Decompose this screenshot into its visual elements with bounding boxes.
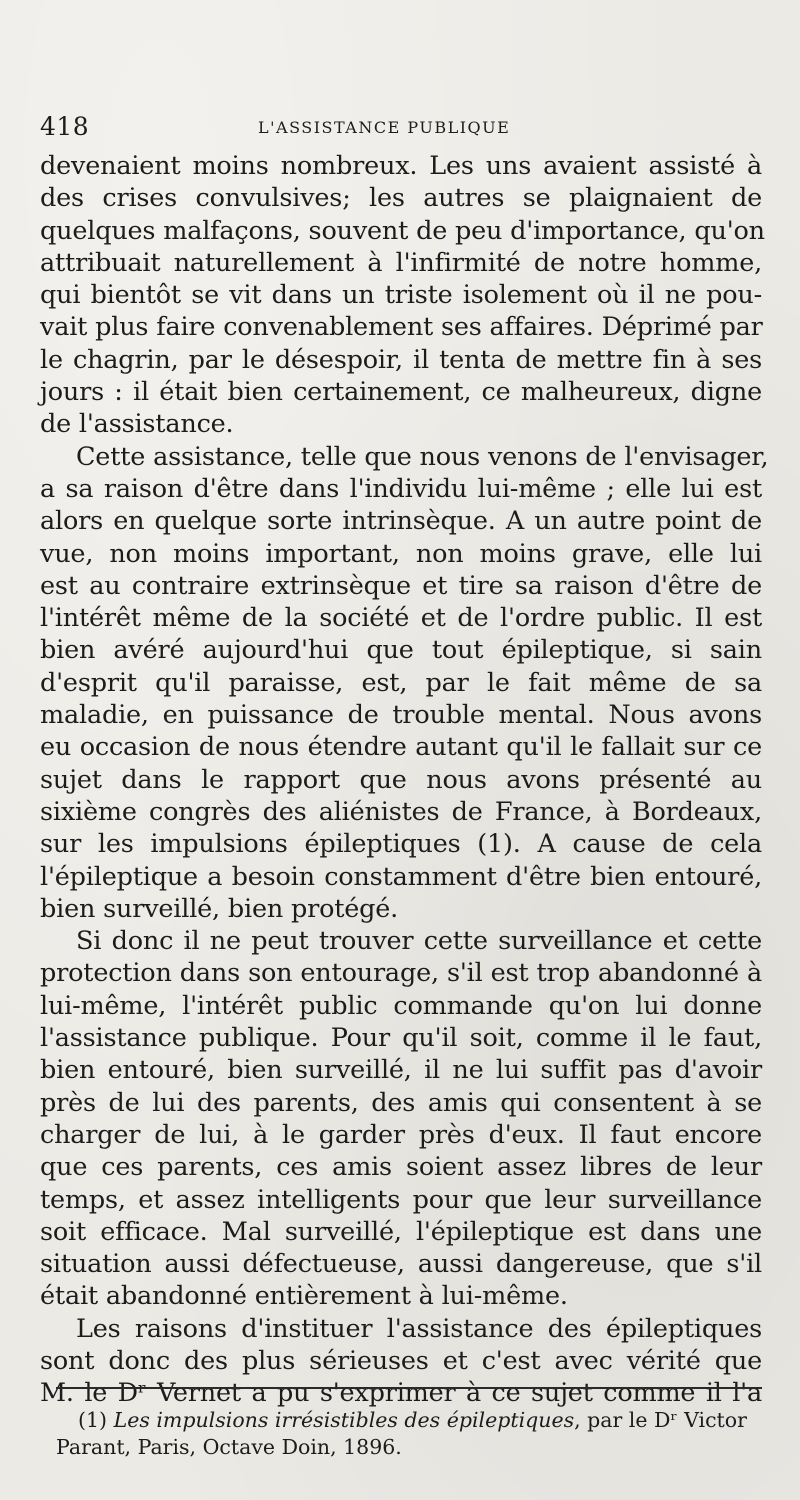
text-line: devenaient moins nombreux. Les uns avaient assisté à [40, 151, 762, 181]
text-line: bien entouré, bien surveillé, il ne lui suffit pas d'avoir [40, 1055, 762, 1086]
text-line: jours : il était bien certainement, ce malheureux, digne [40, 377, 762, 408]
text-line: protection dans son entourage, s'il est trop abandonné à [40, 958, 762, 989]
text-line: M. le Dʳ Vernet a pu s'exprimer à ce sujet comme il l'a [40, 1378, 762, 1409]
footnote-author: , par le Dʳ Victor [574, 1408, 747, 1432]
text-line: qui bientôt se vit dans un triste isolement où il ne pou- [40, 280, 762, 311]
text-line: attribuait naturellement à l'infirmité de notre homme, [40, 247, 762, 278]
paragraph-start-line: Les raisons d'instituer l'assistance des épileptiques [76, 1313, 762, 1344]
paragraph-end-line: était abandonné entièrement à lui-même. [40, 1281, 568, 1312]
text-line: charger de lui, à le garder près d'eux. Il faut encore [40, 1119, 762, 1150]
text-line: sujet dans le rapport que nous avons présenté au [40, 764, 762, 795]
paragraph-start-line: Si donc il ne peut trouver cette surveillance et cette [76, 926, 762, 957]
text-line: bien avéré aujourd'hui que tout épileptique, si sain [40, 635, 762, 666]
text-line: l'intérêt même de la société et de l'ordre public. Il est [40, 603, 762, 634]
text-line: vue, non moins important, non moins grave, elle lui [40, 538, 762, 569]
body-text [40, 150, 769, 1410]
text-line: situation aussi défectueuse, aussi dangereuse, que s'il [40, 1249, 762, 1280]
footnote-line [56, 1407, 762, 1434]
footnote-title: Les impulsions irrésistibles des épileptiques [113, 1408, 575, 1432]
running-head [40, 112, 760, 142]
text-line: d'esprit qu'il paraisse, est, par le fait même de sa [40, 667, 762, 698]
text-line: a sa raison d'être dans l'individu lui-même ; elle lui est [40, 473, 762, 504]
text-line: sont donc des plus sérieuses et c'est avec vérité que [40, 1345, 762, 1376]
text-line: l'assistance publique. Pour qu'il soit, comme il le faut, [40, 1023, 762, 1054]
text-line: des crises convulsives; les autres se plaignaient de [40, 183, 762, 214]
text-line: lui-même, l'intérêt public commande qu'on lui donne [40, 990, 762, 1021]
text-line: soit efficace. Mal surveillé, l'épileptique est dans une [40, 1216, 762, 1247]
text-line: eu occasion de nous étendre autant qu'il le fallait sur ce [40, 732, 762, 763]
paragraph-end-line: de l'assistance. [40, 409, 234, 440]
footnote-rule [56, 1387, 762, 1389]
footnote-marker: (1) [78, 1408, 108, 1432]
paragraph-start-line: Cette assistance, telle que nous venons de l'envisager, [76, 441, 769, 472]
text-line: maladie, en puissance de trouble mental. Nous avons [40, 700, 762, 731]
text-line: le chagrin, par le désespoir, il tenta de mettre fin à ses [40, 344, 762, 375]
paragraph-end-line: bien surveillé, bien protégé. [40, 893, 399, 924]
text-line: que ces parents, ces amis soient assez libres de leur [40, 1152, 762, 1183]
text-line: alors en quelque sorte intrinsèque. A un autre point de [40, 506, 762, 537]
footnote [56, 1407, 762, 1461]
text-line: quelques malfaçons, souvent de peu d'importance, qu'on [40, 215, 765, 246]
page-number: 418 [40, 112, 90, 141]
text-line: est au contraire extrinsèque et tire sa raison d'être de [40, 570, 762, 601]
text-line: l'épileptique a besoin constamment d'être bien entouré, [40, 861, 762, 892]
running-title: L'ASSISTANCE PUBLIQUE [258, 118, 511, 137]
text-line: sur les impulsions épileptiques (1). A cause de cela [40, 829, 762, 860]
footnote-publication: Parant, Paris, Octave Doin, 1896. [56, 1435, 402, 1459]
text-line: sixième congrès des aliénistes de France, à Bordeaux, [40, 796, 762, 827]
text-line: temps, et assez intelligents pour que leur surveillance [40, 1184, 762, 1215]
text-line: près de lui des parents, des amis qui consentent à se [40, 1087, 762, 1118]
text-line: vait plus faire convenablement ses affaires. Déprimé par [40, 312, 763, 343]
